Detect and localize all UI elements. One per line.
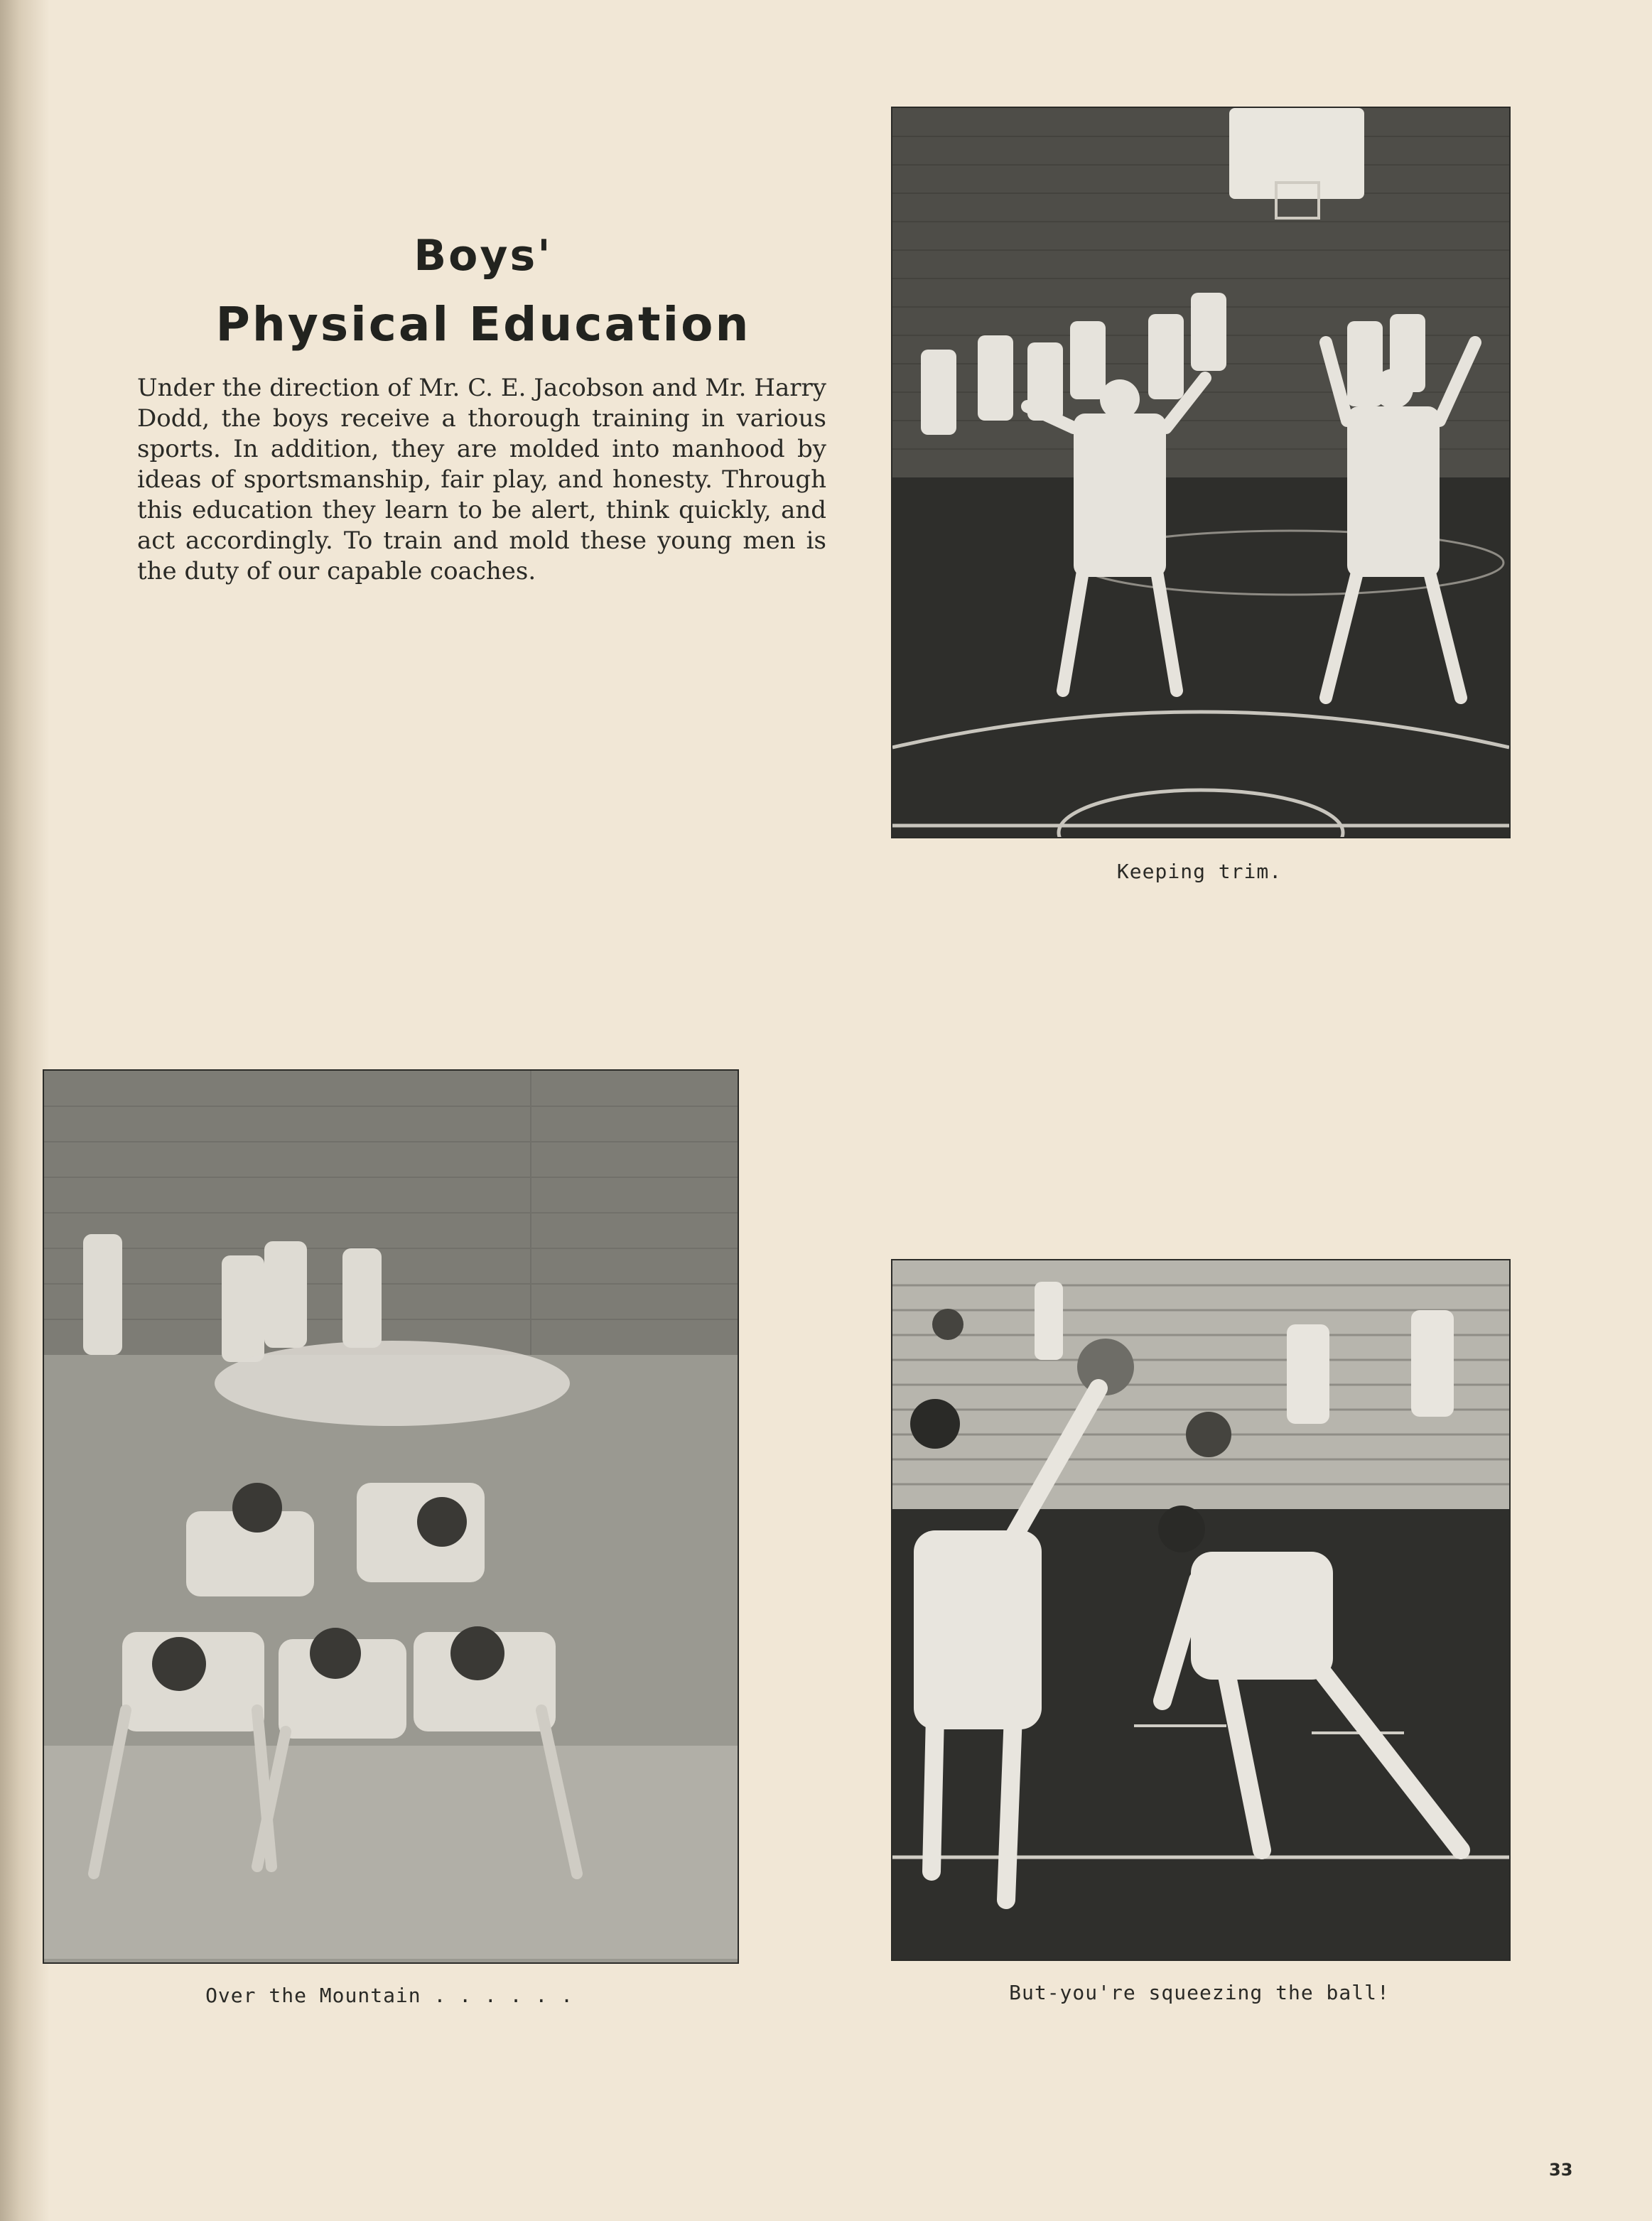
page-number: 33 [1549,2160,1573,2180]
photo-squeezing-the-ball-image [892,1260,1509,1960]
photo-squeezing-the-ball [891,1259,1511,1961]
caption-squeezing-the-ball: But-you're squeezing the ball! [1009,1981,1390,2004]
caption-over-the-mountain: Over the Mountain . . . . . . [205,1984,573,2007]
photo-keeping-trim [891,107,1511,838]
photo-over-the-mountain-image [44,1071,738,1962]
caption-keeping-trim: Keeping trim. [1116,860,1283,883]
photo-over-the-mountain [43,1069,739,1964]
page-title-line1: Boys' [414,231,553,281]
intro-paragraph: Under the direction of Mr. C. E. Jacobson and Mr. Harry Dodd, the boys receive a thorough training in various sports. In addition, they are molded into manhood by ideas of sportsmanship, fair play, and honesty. Through this education they learn to be alert, think quickly, and act accordingly. To train and mold these young men is the duty of our capable coaches. [137,374,826,585]
page-title-line2: Physical Education [215,297,751,352]
photo-keeping-trim-image [892,108,1509,837]
